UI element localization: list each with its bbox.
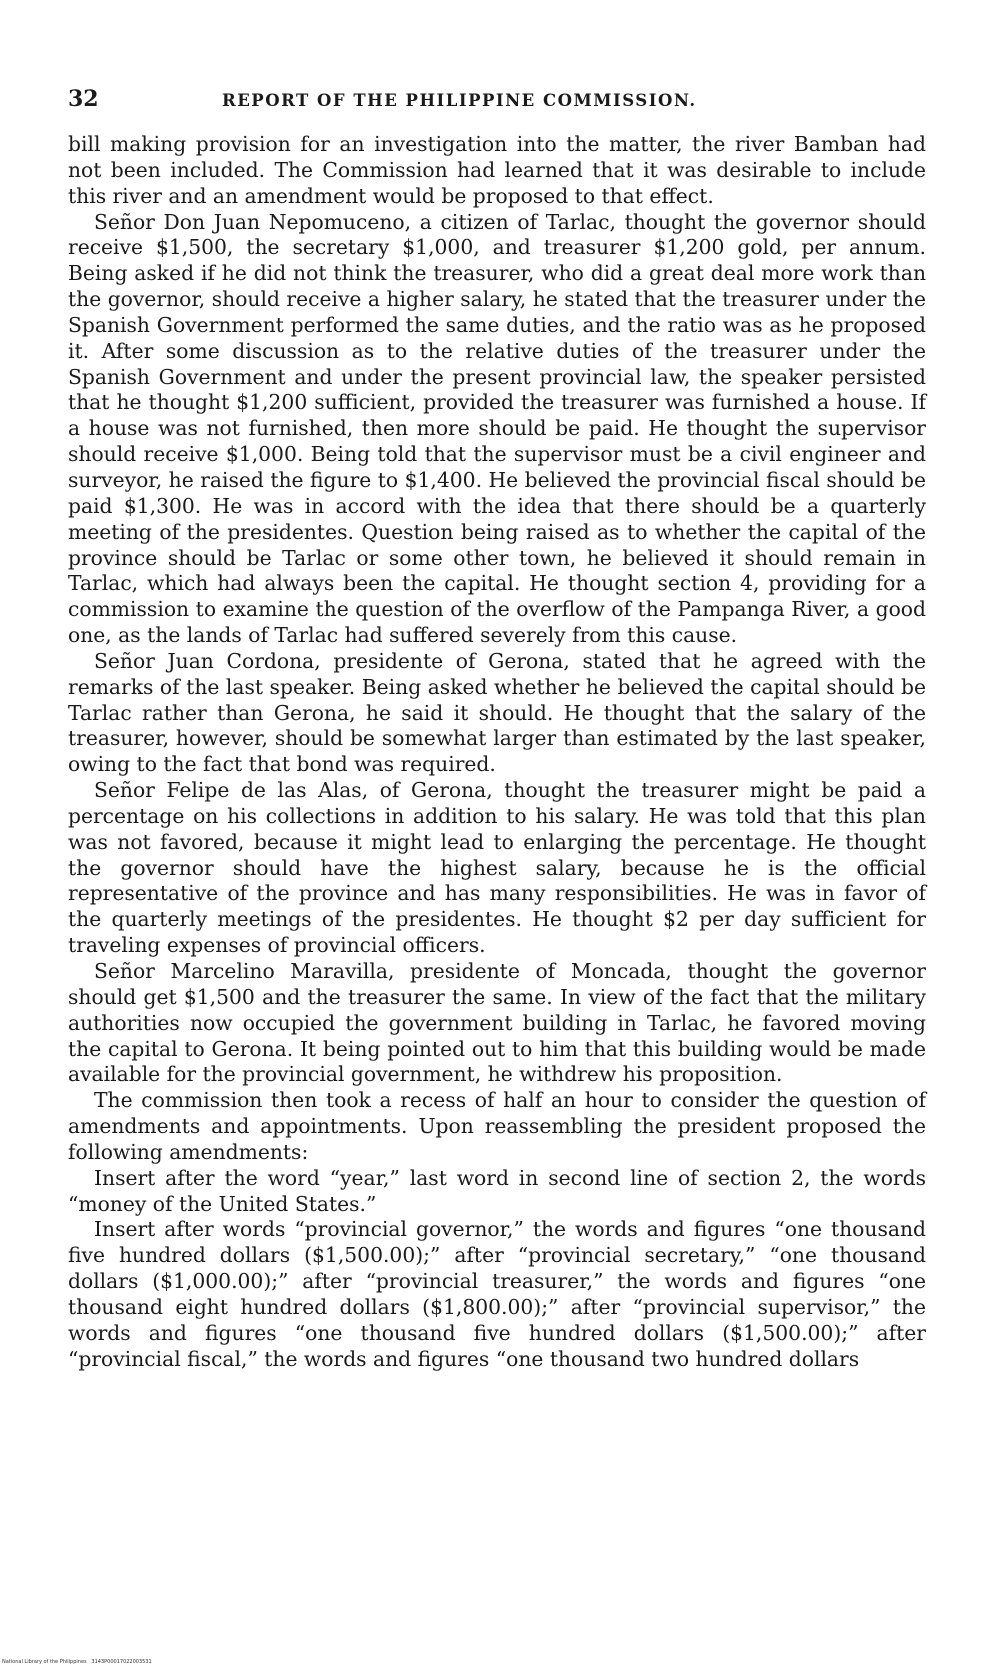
paragraph-amendment-1: Insert after the word “year,” last word in second line of section 2, the words “money of the United States.” — [68, 1165, 926, 1216]
document-page — [68, 86, 926, 1373]
paragraph-nepomuceno: Señor Don Juan Nepomuceno, a citizen of Tarlac, thought the governor should receive $1,500, the secretary $1,000, and treasurer $1,200 gold, per annum. Being asked if he did not think the treasurer, who did a great deal more work than the governor, should receive a higher salary, he stated that the treasurer under the Spanish Government performed the same duties, and the ratio was as he proposed it. After some discussion as to the relative duties of the treasurer under the Spanish Government and under the present provincial law, the speaker persisted that he thought $1,200 sufficient, provided the treasurer was furnished a house. If a house was not furnished, then more should be paid. He thought the supervisor should receive $1,000. Being told that the supervisor must be a civil engineer and surveyor, he raised the figure to $1,400. He believed the provincial fiscal should be paid $1,300. He was in accord with the idea that there should be a quarterly meeting of the presidentes. Question being raised as to whether the capital of the province should be Tarlac or some other town, he believed it should remain in Tarlac, which had always been the capital. He thought section 4, providing for a commission to examine the question of the overflow of the Pampanga River, a good one, as the lands of Tarlac had suffered severely from this cause. — [68, 209, 926, 648]
page-number: 32 — [68, 86, 99, 112]
paragraph-amendment-2: Insert after words “provincial governor,” the words and figures “one thousand five hundred dollars ($1,500.00);” after “provincial secretary,” “one thousand dollars ($1,000.00);” after “provincial treasurer,” the words and figures “one thousand eight hundred dollars ($1,800.00);” after “provincial supervisor,” the words and figures “one thousand five hundred dollars ($1,500.00);” after “provincial fiscal,” the words and figures “one thousand two hundred dollars — [68, 1217, 926, 1371]
paragraph-recess: The commission then took a recess of half an hour to consider the question of amendments and appointments. Upon reassembling the president proposed the following amendments: — [68, 1088, 926, 1164]
library-name: National Library of the Philippines — [2, 1659, 87, 1665]
running-title: REPORT OF THE PHILIPPINE COMMISSION. — [222, 91, 697, 110]
paragraph-maravilla: Señor Marcelino Maravilla, presidente of Moncada, thought the governor should get $1,500 and the treasurer the same. In view of the fact that the military authorities now occupied the government building in Tarlac, he favored moving the capital to Gerona. It being pointed out to him that this building would be made available for the provincial government, he withdrew his proposition. — [68, 959, 926, 1087]
paragraph-cordona: Señor Juan Cordona, presidente of Gerona, stated that he agreed with the remarks of the last speaker. Being asked whether he believed the capital should be Tarlac rather than Gerona, he said it should. He thought that the salary of the treasurer, however, should be somewhat larger than estimated by the last speaker, owing to the fact that bond was required. — [68, 648, 926, 777]
body-text — [68, 132, 926, 1373]
paragraph-continuation: bill making provision for an investigation into the matter, the river Bamban had not been included. The Commission had learned that it was desirable to include this river and an amendment would be proposed to that effect. — [68, 132, 926, 208]
scan-footer — [2, 1659, 152, 1665]
barcode-number: 3143P00017022003531 — [91, 1659, 152, 1665]
paragraph-de-las-alas: Señor Felipe de las Alas, of Gerona, thought the treasurer might be paid a percentage on his collections in addition to his salary. He was told that this plan was not favored, because it might lead to enlarging the percentage. He thought the governor should have the highest salary, because he is the official representative of the province and has many responsibilities. He was in favor of the quarterly meetings of the presidentes. He thought $2 per day sufficient for traveling expenses of provincial officers. — [68, 778, 926, 958]
running-head — [68, 86, 926, 126]
